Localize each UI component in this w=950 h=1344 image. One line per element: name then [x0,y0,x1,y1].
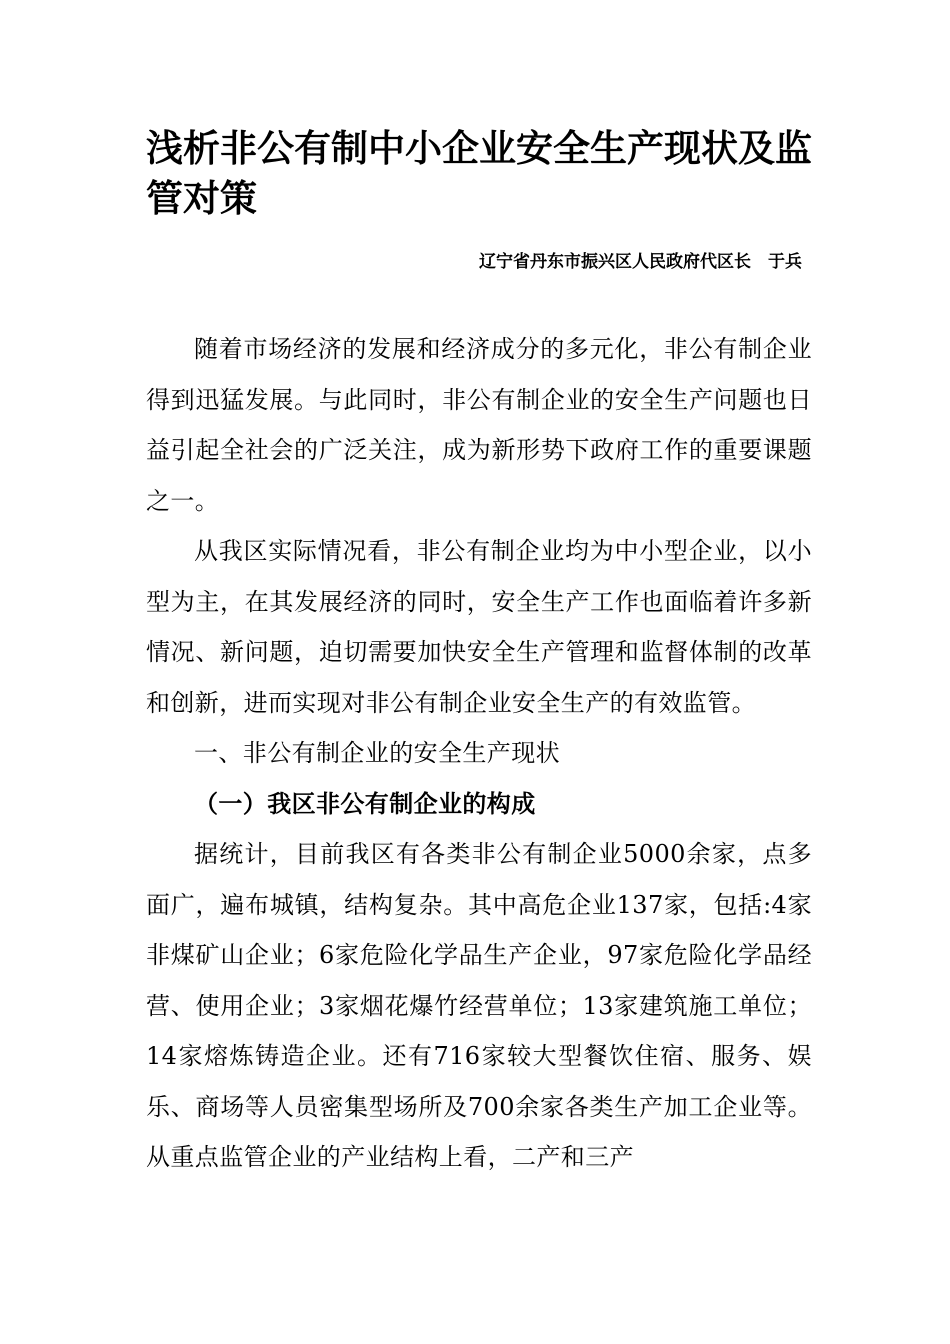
subsection-heading: （一）我区非公有制企业的构成 [194,789,536,818]
paragraph-2: 从我区实际情况看，非公有制企业均为中小型企业，以小型为主，在其发展经济的同时，安全生产工作也面临着许多新情况、新问题，迫切需要加快安全生产管理和监督体制的改革和创新，进而实现对非公有制企业安全生产的有效监管。 [146,537,812,717]
paragraph-3: 据统计，目前我区有各类非公有制企业5000余家，点多面广，遍布城镇，结构复杂。其中高危企业137家，包括:4家非煤矿山企业；6家危险化学品生产企业，97家危险化学品经营、使用企业；3家烟花爆竹经营单位；13家建筑施工单位；14家熔炼铸造企业。还有716家较大型餐饮住宿、服务、娱乐、商场等人员密集型场所及700余家各类生产加工企业等。从重点监管企业的产业结构上看，二产和三产 [146,840,812,1171]
section-heading: 一、非公有制企业的安全生产现状 [194,739,560,767]
document-title: 浅析非公有制中小企业安全生产现状及监管对策 [146,127,812,220]
paragraph-1: 随着市场经济的发展和经济成分的多元化，非公有制企业得到迅猛发展。与此同时，非公有制企业的安全生产问题也日益引起全社会的广泛关注，成为新形势下政府工作的重要课题之一。 [146,335,812,515]
document-body [146,324,812,1183]
author-line: 辽宁省丹东市振兴区人民政府代区长 于兵 [479,252,802,272]
